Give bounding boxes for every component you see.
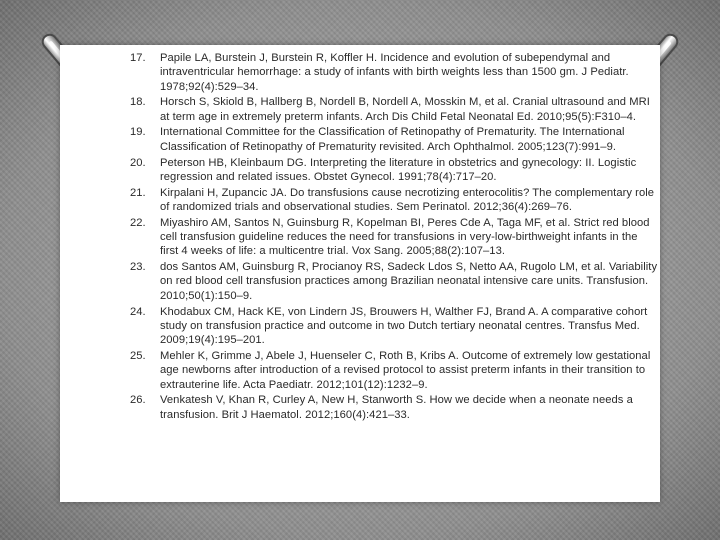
reference-text: International Committee for the Classification of Retinopathy of Prematurity. The International Classification of Retinopathy of Prematurity revisited. Arch Ophthalmol. 2005;123(7):991–9. xyxy=(160,126,625,153)
reference-item xyxy=(130,156,658,185)
reference-text: dos Santos AM, Guinsburg R, Procianoy RS, Sadeck Ldos S, Netto AA, Rugolo LM, et al. Variability on red blood cell transfusion practices among Brazilian neonatal intensive care units. Transfusion. 2010;50(1):150–9. xyxy=(160,261,658,302)
reference-text: Kirpalani H, Zupancic JA. Do transfusions cause necrotizing enterocolitis? The complementary role of randomized trials and observational studies. Sem Perinatol. 2012;36(4):269–76. xyxy=(160,186,655,213)
reference-number: 25. xyxy=(130,349,146,362)
reference-number: 19. xyxy=(130,126,146,139)
reference-item xyxy=(130,305,658,348)
reference-item xyxy=(130,393,658,422)
reference-text: Mehler K, Grimme J, Abele J, Huenseler C, Roth B, Kribs A. Outcome of extremely low gestational age newborns after introduction of a revised protocol to assist preterm infants in their transition to extrauterine life. Acta Paediatr. 2012;101(12):1232–9. xyxy=(160,349,651,391)
slide-card xyxy=(60,45,660,502)
reference-item xyxy=(130,216,658,259)
reference-item xyxy=(130,125,658,154)
reference-number: 20. xyxy=(130,156,146,169)
reference-number: 21. xyxy=(130,186,146,199)
reference-text: Khodabux CM, Hack KE, von Lindern JS, Brouwers H, Walther FJ, Brand A. A comparative cohort study on transfusion practice and outcome in two Dutch tertiary neonatal centres. Transfus Med. 2009;19(4):195–201. xyxy=(160,305,648,347)
reference-number: 24. xyxy=(130,305,146,318)
reference-item xyxy=(130,186,658,215)
reference-number: 26. xyxy=(130,394,146,407)
reference-number: 22. xyxy=(130,216,146,229)
reference-list xyxy=(130,51,658,423)
reference-item xyxy=(130,51,658,94)
reference-item xyxy=(130,95,658,124)
reference-item xyxy=(130,349,658,392)
reference-number: 23. xyxy=(130,261,146,274)
reference-item xyxy=(130,260,658,303)
reference-number: 17. xyxy=(130,52,146,64)
reference-text: Papile LA, Burstein J, Burstein R, Koffler H. Incidence and evolution of subependymal and intraventricular hemorrhage: a study of infants with birth weights less than 1500 gm. J Pediatr. 1978;92(4):529–34. xyxy=(160,52,629,93)
reference-text: Venkatesh V, Khan R, Curley A, New H, Stanworth S. How we decide when a neonate needs a transfusion. Brit J Haematol. 2012;160(4):421–33. xyxy=(160,394,633,421)
reference-text: Miyashiro AM, Santos N, Guinsburg R, Kopelman BI, Peres Cde A, Taga MF, et al. Strict red blood cell transfusion guideline reduces the need for transfusions in very-low-birthweight infants in the first 4 weeks of life: a multicentre trial. Vox Sang. 2005;88(2):107–13. xyxy=(160,216,650,258)
reference-number: 18. xyxy=(130,96,146,109)
reference-text: Horsch S, Skiold B, Hallberg B, Nordell B, Nordell A, Mosskin M, et al. Cranial ultrasound and MRI at term age in extremely preterm infants. Arch Dis Child Fetal Neonatal Ed. 2010;95(5):F310–4. xyxy=(160,96,650,123)
reference-text: Peterson HB, Kleinbaum DG. Interpreting the literature in obstetrics and gynecology: II. Logistic regression and related issues. Obstet Gynecol. 1991;78(4):717–20. xyxy=(160,156,637,183)
